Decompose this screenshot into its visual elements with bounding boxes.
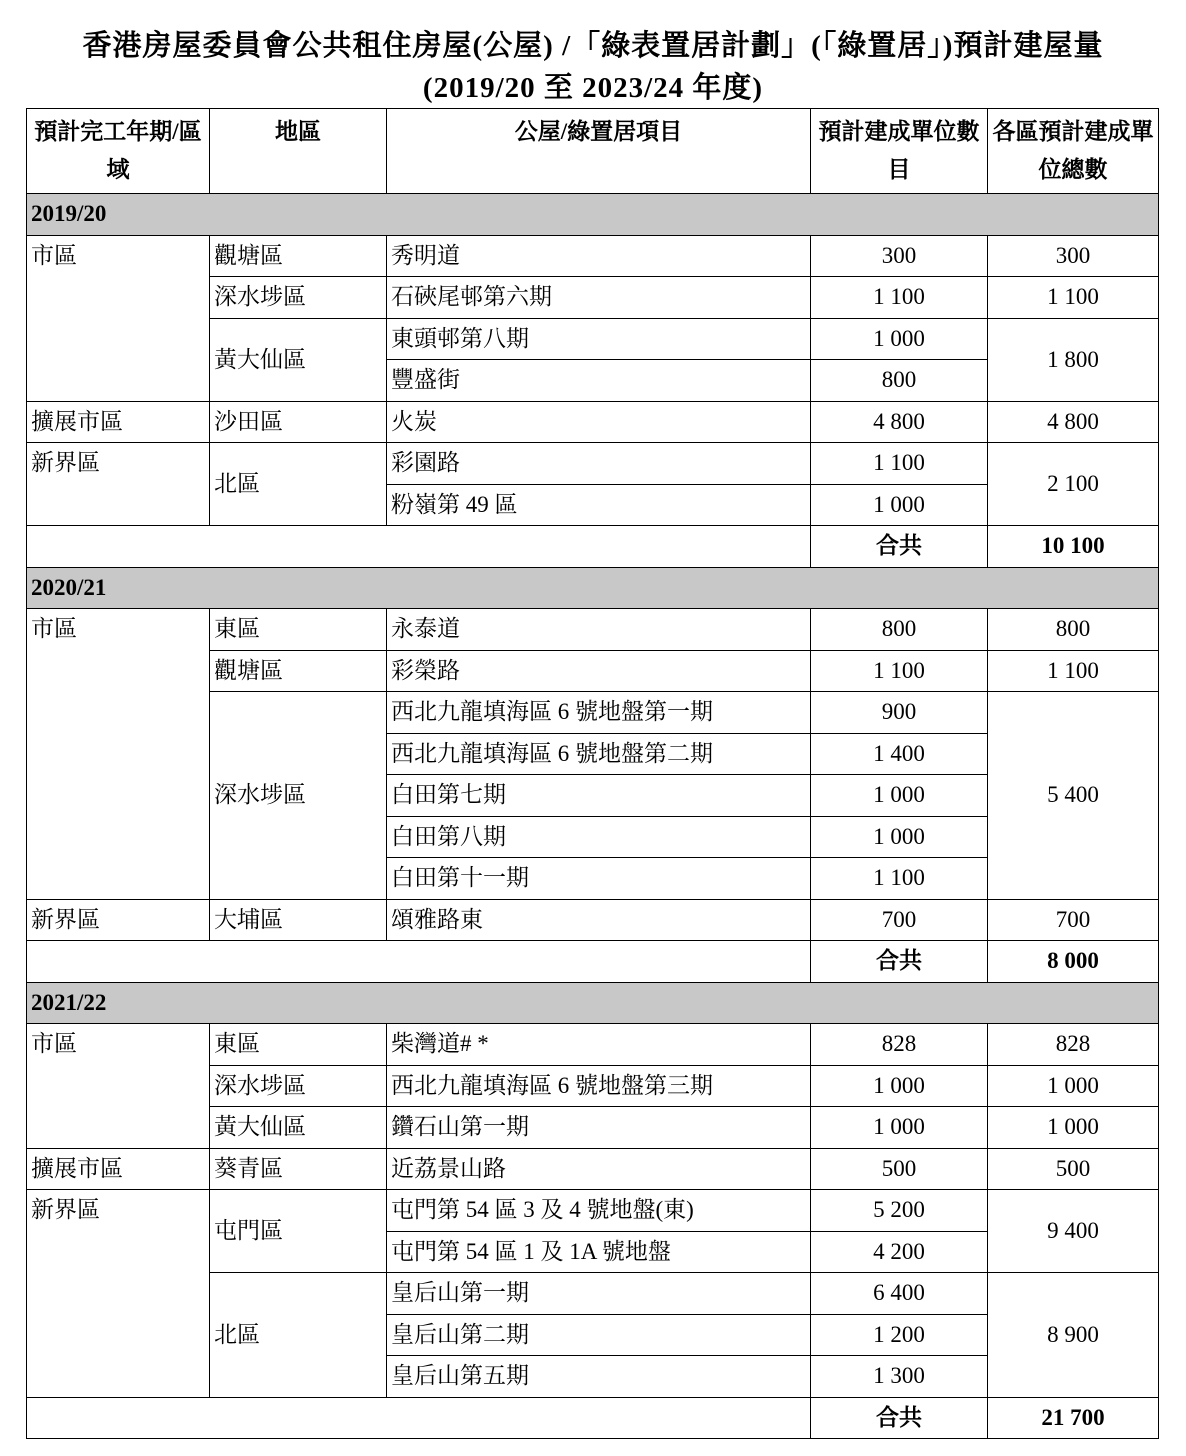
project-cell: 東頭邨第八期 — [387, 318, 811, 360]
project-cell: 西北九龍填海區 6 號地盤第一期 — [387, 692, 811, 734]
district-total-cell: 8 900 — [988, 1273, 1159, 1398]
year-total: 8 000 — [988, 941, 1159, 983]
header-project: 公屋/綠置居項目 — [387, 109, 811, 194]
project-cell: 白田第十一期 — [387, 858, 811, 900]
district-total-cell: 300 — [988, 235, 1159, 277]
district-total-cell: 1 000 — [988, 1065, 1159, 1107]
district-total-cell: 828 — [988, 1024, 1159, 1066]
units-cell: 1 100 — [811, 650, 988, 692]
units-cell: 5 200 — [811, 1190, 988, 1232]
units-cell: 300 — [811, 235, 988, 277]
table-row — [27, 899, 1159, 941]
units-cell: 1 300 — [811, 1356, 988, 1398]
header-units: 預計建成單位數目 — [811, 109, 988, 194]
units-cell: 1 000 — [811, 1065, 988, 1107]
district-cell: 大埔區 — [210, 899, 387, 941]
title-line-1: 香港房屋委員會公共租住房屋(公屋) /「綠表置居計劃」(「綠置居」)預計建屋量 — [82, 30, 1104, 62]
project-cell: 頌雅路東 — [387, 899, 811, 941]
year-label: 2019/20 — [27, 194, 1159, 236]
district-cell: 黃大仙區 — [210, 318, 387, 401]
units-cell: 1 200 — [811, 1314, 988, 1356]
district-total-cell: 1 100 — [988, 277, 1159, 319]
year-total: 21 700 — [988, 1397, 1159, 1439]
district-cell: 北區 — [210, 443, 387, 526]
project-cell: 柴灣道# * — [387, 1024, 811, 1066]
year-row — [27, 982, 1159, 1024]
total-label: 合共 — [811, 526, 988, 568]
region-cell: 新界區 — [27, 443, 210, 526]
project-cell: 西北九龍填海區 6 號地盤第三期 — [387, 1065, 811, 1107]
total-label: 合共 — [811, 941, 988, 983]
district-total-cell: 4 800 — [988, 401, 1159, 443]
header-period: 預計完工年期/區域 — [27, 109, 210, 194]
project-cell: 粉嶺第 49 區 — [387, 484, 811, 526]
total-row — [27, 1397, 1159, 1439]
table-row — [27, 443, 1159, 485]
region-cell: 新界區 — [27, 899, 210, 941]
units-cell: 700 — [811, 899, 988, 941]
region-cell: 市區 — [27, 235, 210, 401]
year-total: 10 100 — [988, 526, 1159, 568]
units-cell: 1 100 — [811, 443, 988, 485]
project-cell: 永泰道 — [387, 609, 811, 651]
total-row — [27, 526, 1159, 568]
district-cell: 觀塘區 — [210, 235, 387, 277]
project-cell: 皇后山第一期 — [387, 1273, 811, 1315]
units-cell: 828 — [811, 1024, 988, 1066]
district-cell: 深水埗區 — [210, 277, 387, 319]
project-cell: 火炭 — [387, 401, 811, 443]
units-cell: 6 400 — [811, 1273, 988, 1315]
total-label: 合共 — [811, 1397, 988, 1439]
district-cell: 北區 — [210, 1273, 387, 1398]
units-cell: 1 100 — [811, 858, 988, 900]
total-spacer — [27, 941, 811, 983]
header-row — [27, 109, 1159, 194]
table-row — [27, 609, 1159, 651]
region-cell: 新界區 — [27, 1190, 210, 1398]
project-cell: 皇后山第五期 — [387, 1356, 811, 1398]
district-total-cell: 1 800 — [988, 318, 1159, 401]
table-row — [27, 235, 1159, 277]
year-label: 2020/21 — [27, 567, 1159, 609]
district-total-cell: 2 100 — [988, 443, 1159, 526]
header-district: 地區 — [210, 109, 387, 194]
total-row — [27, 941, 1159, 983]
units-cell: 4 200 — [811, 1231, 988, 1273]
district-total-cell: 800 — [988, 609, 1159, 651]
table-row — [27, 1024, 1159, 1066]
project-cell: 秀明道 — [387, 235, 811, 277]
units-cell: 1 000 — [811, 775, 988, 817]
table-row — [27, 1190, 1159, 1232]
project-cell: 西北九龍填海區 6 號地盤第二期 — [387, 733, 811, 775]
project-cell: 鑽石山第一期 — [387, 1107, 811, 1149]
district-total-cell: 1 000 — [988, 1107, 1159, 1149]
project-cell: 屯門第 54 區 3 及 4 號地盤(東) — [387, 1190, 811, 1232]
total-spacer — [27, 526, 811, 568]
total-spacer — [27, 1397, 811, 1439]
district-total-cell: 700 — [988, 899, 1159, 941]
project-cell: 白田第八期 — [387, 816, 811, 858]
table-row — [27, 401, 1159, 443]
district-cell: 沙田區 — [210, 401, 387, 443]
units-cell: 900 — [811, 692, 988, 734]
units-cell: 1 400 — [811, 733, 988, 775]
units-cell: 800 — [811, 609, 988, 651]
table-row — [27, 1148, 1159, 1190]
units-cell: 1 000 — [811, 1107, 988, 1149]
year-row — [27, 567, 1159, 609]
housing-production-table — [26, 108, 1159, 1439]
year-label: 2021/22 — [27, 982, 1159, 1024]
district-total-cell: 5 400 — [988, 692, 1159, 900]
units-cell: 500 — [811, 1148, 988, 1190]
project-cell: 石硤尾邨第六期 — [387, 277, 811, 319]
district-cell: 東區 — [210, 609, 387, 651]
units-cell: 1 000 — [811, 816, 988, 858]
project-cell: 彩榮路 — [387, 650, 811, 692]
units-cell: 1 000 — [811, 318, 988, 360]
district-cell: 黃大仙區 — [210, 1107, 387, 1149]
region-cell: 市區 — [27, 1024, 210, 1149]
project-cell: 皇后山第二期 — [387, 1314, 811, 1356]
units-cell: 1 000 — [811, 484, 988, 526]
region-cell: 擴展市區 — [27, 1148, 210, 1190]
district-cell: 屯門區 — [210, 1190, 387, 1273]
year-row — [27, 194, 1159, 236]
title-line-2: (2019/20 至 2023/24 年度) — [422, 72, 764, 104]
district-total-cell: 500 — [988, 1148, 1159, 1190]
district-cell: 觀塘區 — [210, 650, 387, 692]
district-total-cell: 1 100 — [988, 650, 1159, 692]
district-total-cell: 9 400 — [988, 1190, 1159, 1273]
project-cell: 白田第七期 — [387, 775, 811, 817]
region-cell: 市區 — [27, 609, 210, 900]
units-cell: 800 — [811, 360, 988, 402]
header-district-total: 各區預計建成單位總數 — [988, 109, 1159, 194]
units-cell: 4 800 — [811, 401, 988, 443]
district-cell: 深水埗區 — [210, 1065, 387, 1107]
district-cell: 葵青區 — [210, 1148, 387, 1190]
project-cell: 彩園路 — [387, 443, 811, 485]
project-cell: 屯門第 54 區 1 及 1A 號地盤 — [387, 1231, 811, 1273]
district-cell: 東區 — [210, 1024, 387, 1066]
district-cell: 深水埗區 — [210, 692, 387, 900]
project-cell: 豐盛街 — [387, 360, 811, 402]
units-cell: 1 100 — [811, 277, 988, 319]
region-cell: 擴展市區 — [27, 401, 210, 443]
project-cell: 近荔景山路 — [387, 1148, 811, 1190]
